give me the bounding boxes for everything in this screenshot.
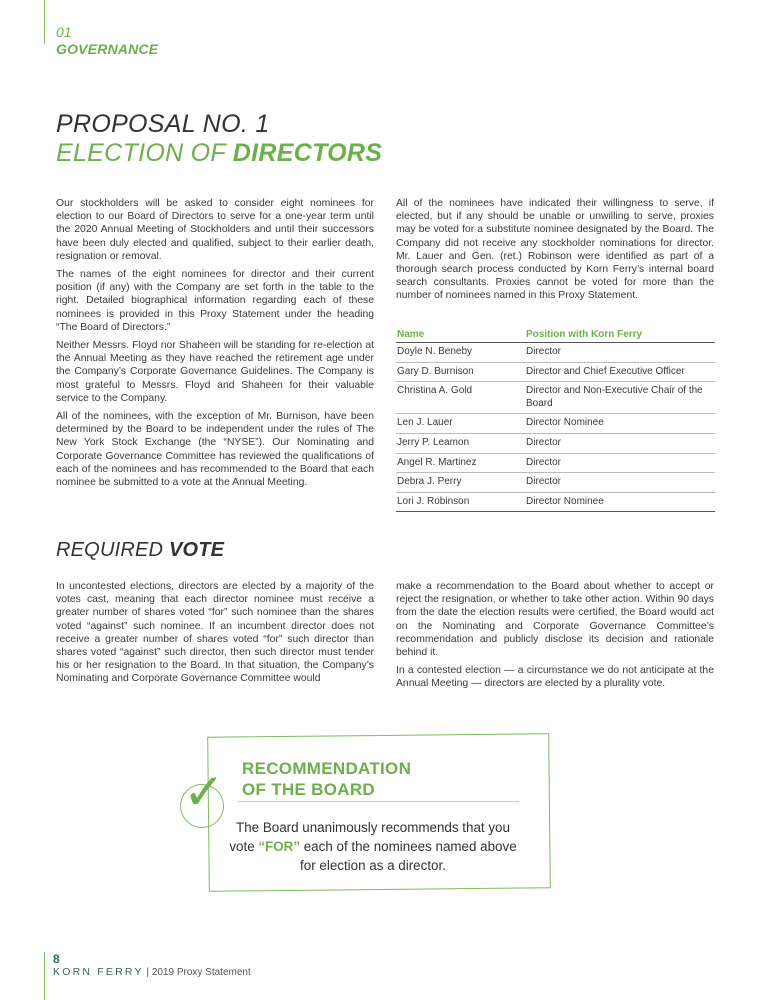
nominee-position: Director and Chief Executive Officer	[525, 362, 715, 382]
proposal-subtitle	[56, 139, 382, 168]
vote-column-right	[396, 580, 714, 696]
nominees-table	[396, 329, 715, 512]
nominee-name: Debra J. Perry	[396, 473, 525, 493]
section-name: GOVERNANCE	[56, 41, 159, 57]
nominee-name: Doyle N. Beneby	[396, 343, 525, 363]
intro-column-left	[56, 197, 374, 494]
intro-paragraph: All of the nominees have indicated their willingness to serve, if elected, but if any should be unable or unwilling to serve, proxies may be voted for a substitute nominee designated by the Board. The Company did not receive any stockholder nominations for director. Mr. Lauer and Gen. (ret.) Robinson were identified as part of a thorough search process conducted by Korn Ferry’s internal board search consultants. Proxies cannot be voted for more than the number of nominees named in this Proxy Statement.	[396, 198, 714, 302]
recommendation-text-before: The Board unanimously recommends that you vote	[229, 820, 510, 854]
checkmark-icon: ✓	[183, 763, 225, 821]
intro-paragraph: All of the nominees, with the exception of Mr. Burnison, have been determined by the Board to be independent under the rules of The New York Stock Exchange (the “NYSE”). Our Nominating and Corporate Governance Committee has reviewed the qualifications of each of the nominees and has recommended to the Board that each nominee be submitted to a vote at the Annual Meeting.	[56, 411, 374, 489]
nominee-position: Director	[525, 473, 715, 493]
nominee-position: Director and Non-Executive Chair of the Board	[525, 382, 715, 414]
nominee-position: Director Nominee	[525, 492, 715, 512]
page-number: 8	[53, 952, 60, 966]
section-number: 01	[56, 24, 72, 40]
recommendation-text	[228, 818, 518, 875]
subtitle-bold: DIRECTORS	[232, 139, 383, 167]
subtitle-plain: ELECTION OF	[56, 139, 233, 167]
footer	[53, 966, 251, 978]
table-row	[396, 382, 715, 414]
table-row	[396, 453, 715, 473]
intro-paragraph: The names of the eight nominees for director and their current position (if any) with the Company are set forth in the table to the right. Detailed biographical information regarding each of these nominees is provided in this Proxy Statement under the heading “The Board of Directors.”	[56, 269, 374, 333]
nominee-position: Director	[525, 433, 715, 453]
proposal-title: PROPOSAL NO. 1	[56, 110, 270, 138]
vote-paragraph: make a recommendation to the Board about whether to accept or reject the resignation, or whether to take other action. Within 90 days from the date the election results were certified, the Board would act on the Nominating and Corporate Governance Committee’s recommendation and publicly disclose its decision and rationale behind it.	[396, 581, 714, 659]
table-row	[396, 414, 715, 434]
vote-paragraph: In a contested election — a circumstance we do not anticipate at the Annual Meeting — directors are elected by a plurality vote.	[396, 665, 714, 690]
table-row	[396, 492, 715, 512]
nominee-position: Director	[525, 453, 715, 473]
vote-paragraph: In uncontested elections, directors are elected by a majority of the votes cast, meaning that each director nominee must receive a greater number of shares voted “for” such nominee than the shares voted “against” such nominee. If an incumbent director does not receive a greater number of shares voted “for” such director than shares voted “against” such director, then such director must tender his or her resignation to the Board. In that situation, the Company’s Nominating and Corporate Governance Committee would	[56, 581, 374, 685]
table-row	[396, 362, 715, 382]
left-accent-rule-bottom	[44, 952, 45, 1000]
table-header-row	[396, 329, 715, 343]
brand-logo: KORN FERRY	[53, 966, 144, 978]
vote-heading-plain: REQUIRED	[56, 539, 169, 561]
intro-column-right	[396, 197, 714, 308]
nominee-name: Jerry P. Leamon	[396, 433, 525, 453]
header-position: Position with Korn Ferry	[525, 329, 715, 343]
intro-paragraph: Our stockholders will be asked to consider eight nominees for election to our Board of Directors to serve for a one-year term until the 2020 Annual Meeting of Stockholders and until their successors have been duly elected and qualified, subject to their earlier death, resignation or removal.	[56, 198, 374, 262]
footer-doc-title: 2019 Proxy Statement	[151, 967, 251, 978]
intro-paragraph: Neither Messrs. Floyd nor Shaheen will be standing for re-election at the Annual Meeting as they have reached the retirement age under the Company’s Corporate Governance Guidelines. The Company is most grateful to Messrs. Floyd and Shaheen for their valuable service to the Company.	[56, 340, 374, 404]
recommendation-title-line1: RECOMMENDATION	[242, 759, 412, 778]
nominee-name: Gary D. Burnison	[396, 362, 525, 382]
recommendation-text-after: each of the nominees named above for election as a director.	[300, 839, 517, 873]
nominee-name: Len J. Lauer	[396, 414, 525, 434]
left-accent-rule-top	[44, 0, 45, 44]
recommendation-for: “FOR”	[258, 839, 301, 854]
recommendation-title-line2: OF THE BOARD	[242, 780, 375, 799]
recommendation-title	[242, 758, 411, 800]
nominee-name: Lori J. Robinson	[396, 492, 525, 512]
vote-column-left	[56, 580, 374, 691]
required-vote-heading	[56, 539, 224, 562]
header-name: Name	[396, 329, 525, 343]
footer-separator: |	[143, 967, 152, 978]
vote-heading-bold: VOTE	[168, 539, 225, 561]
recommendation-divider	[238, 801, 519, 802]
nominee-position: Director	[525, 343, 715, 363]
table-row	[396, 343, 715, 363]
table-row	[396, 433, 715, 453]
nominee-name: Angel R. Martinez	[396, 453, 525, 473]
nominee-position: Director Nominee	[525, 414, 715, 434]
nominee-name: Christina A. Gold	[396, 382, 525, 414]
table-row	[396, 473, 715, 493]
